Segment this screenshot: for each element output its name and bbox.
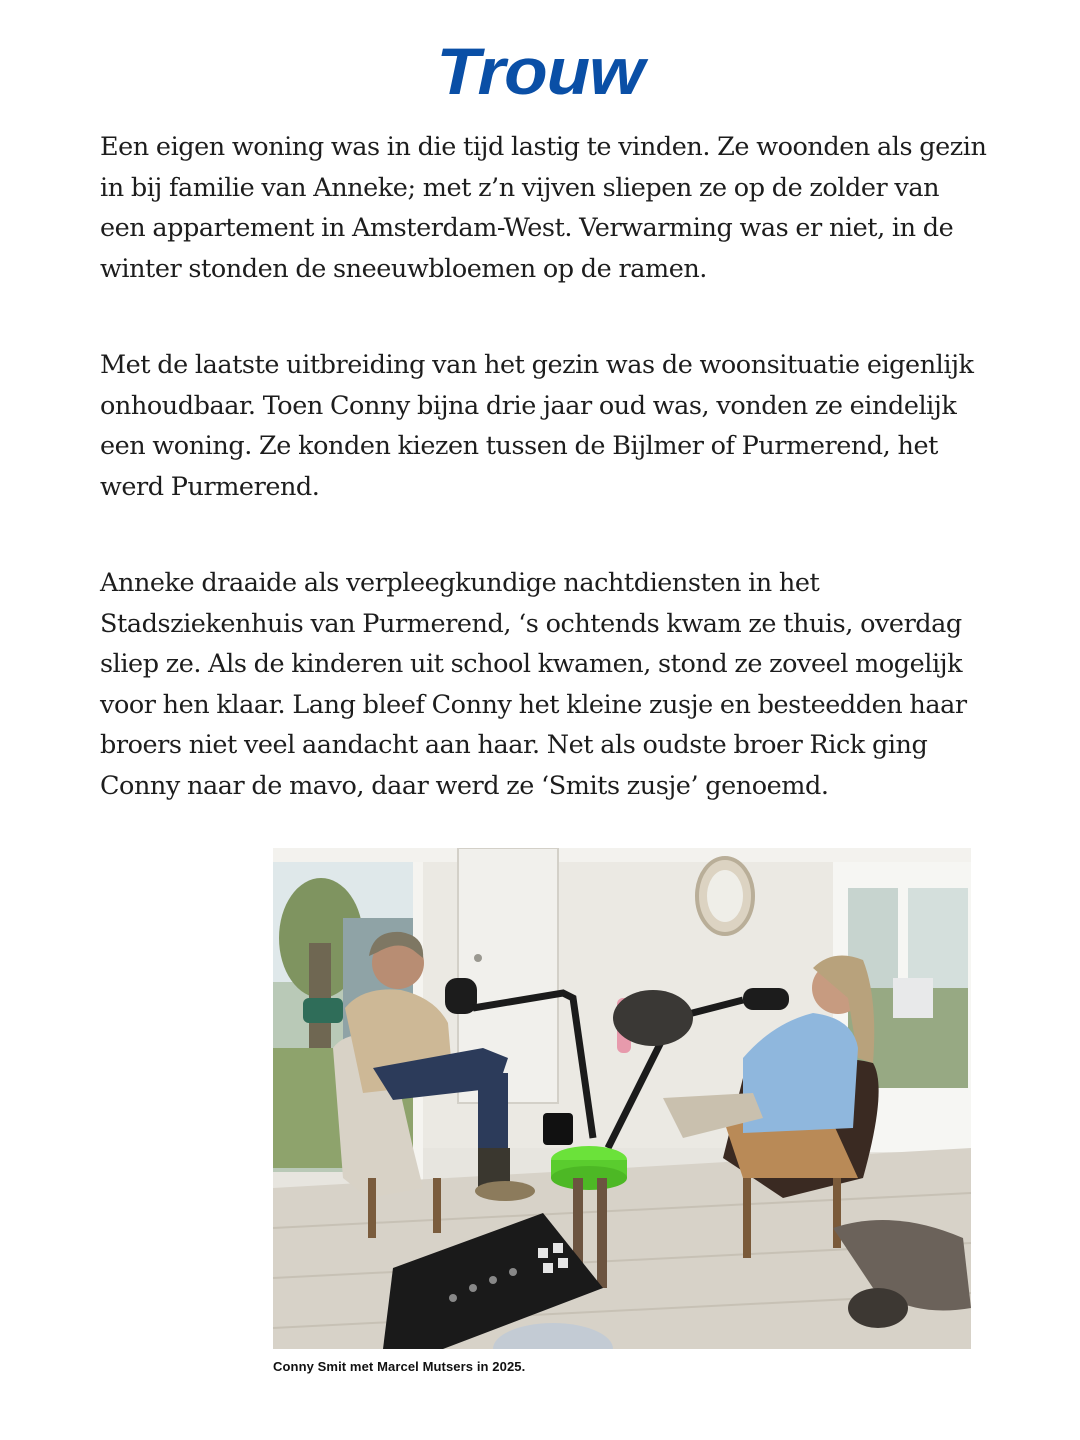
article-body bbox=[100, 127, 990, 806]
article-paragraph-1: Een eigen woning was in die tijd lastig te vinden. Ze woonden als gezin in bij familie van Anneke; met z’n vijven sliepen ze op de zolder van een appartement in Amsterdam-West. Verwarming was er niet, in de winter stonden de sneeuwbloemen op de ramen. bbox=[100, 132, 987, 284]
podcast-studio-photo bbox=[273, 848, 971, 1349]
trouw-logo[interactable]: Trouw bbox=[436, 34, 644, 108]
article-paragraph-3: Anneke draaide als verpleegkundige nachtdiensten in het Stadsziekenhuis van Purmerend, ‘s ochtends kwam ze thuis, overdag sliep ze. Als de kinderen uit school kwamen, stond ze zoveel mogelijk voor hen klaar. Lang bleef Conny het kleine zusje en besteedden haar broers niet veel aandacht aan haar. Net als oudste broer Rick ging Conny naar de mavo, daar werd ze ‘Smits zusje’ genoemd. bbox=[100, 568, 967, 801]
masthead bbox=[0, 34, 1080, 108]
article-paragraph-2: Met de laatste uitbreiding van het gezin was de woonsituatie eigenlijk onhoudbaar. Toen Conny bijna drie jaar oud was, vonden ze eindelijk een woning. Ze konden kiezen tussen de Bijlmer of Purmerend, het werd Purmerend. bbox=[100, 350, 974, 502]
photo-caption: Conny Smit met Marcel Mutsers in 2025. bbox=[273, 1359, 526, 1374]
article-photo bbox=[273, 848, 971, 1349]
